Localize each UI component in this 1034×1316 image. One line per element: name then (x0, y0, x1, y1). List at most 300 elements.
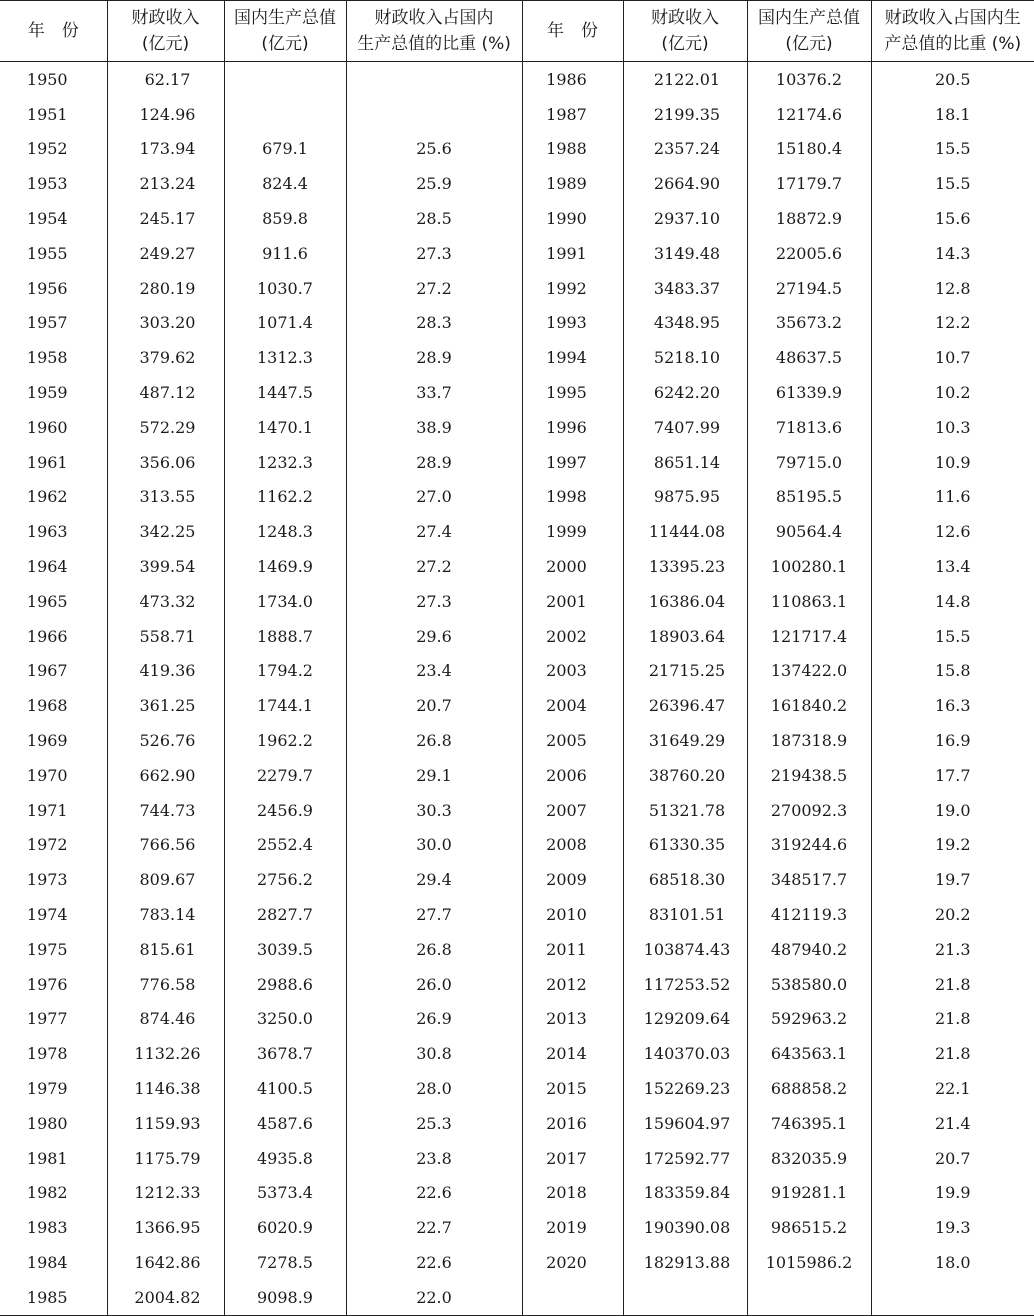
right-ratio-cell: 12.6 (871, 514, 1034, 549)
right-gdp-cell: 100280.1 (747, 549, 871, 584)
left-revenue-cell: 1146.38 (107, 1071, 224, 1106)
table-row (0, 1002, 1034, 1037)
left-ratio-cell: 26.8 (346, 932, 522, 967)
left-year-cell: 1983 (0, 1210, 107, 1245)
right-ratio-cell: 21.3 (871, 932, 1034, 967)
left-ratio-cell: 27.2 (346, 549, 522, 584)
right-ratio-cell: 15.6 (871, 201, 1034, 236)
right-year-cell: 1989 (522, 166, 623, 201)
right-year-cell: 1986 (522, 62, 623, 97)
right-ratio-cell: 19.0 (871, 793, 1034, 828)
left-ratio-cell: 38.9 (346, 410, 522, 445)
left-revenue-cell: 473.32 (107, 584, 224, 619)
header-revenue-line1: 财政收入 (624, 5, 747, 31)
right-revenue-cell: 11444.08 (623, 514, 747, 549)
left-revenue-cell: 356.06 (107, 445, 224, 480)
left-revenue-cell: 809.67 (107, 862, 224, 897)
table-row (0, 1106, 1034, 1141)
left-ratio-cell: 27.7 (346, 897, 522, 932)
table-row (0, 236, 1034, 271)
right-revenue-cell: 183359.84 (623, 1176, 747, 1211)
left-year-cell: 1973 (0, 862, 107, 897)
left-ratio-cell: 30.3 (346, 793, 522, 828)
right-year-cell: 2001 (522, 584, 623, 619)
left-revenue-cell: 379.62 (107, 340, 224, 375)
right-gdp-cell: 319244.6 (747, 828, 871, 863)
right-year-cell: 2007 (522, 793, 623, 828)
right-gdp-cell: 27194.5 (747, 271, 871, 306)
left-ratio-cell (346, 97, 522, 132)
left-year-cell: 1962 (0, 480, 107, 515)
right-revenue-cell (623, 1280, 747, 1315)
right-revenue-cell: 103874.43 (623, 932, 747, 967)
left-revenue-cell: 783.14 (107, 897, 224, 932)
left-gdp-cell: 1030.7 (224, 271, 346, 306)
left-revenue-cell: 874.46 (107, 1002, 224, 1037)
left-ratio-cell: 27.0 (346, 480, 522, 515)
right-ratio-cell: 17.7 (871, 758, 1034, 793)
right-revenue-cell: 6242.20 (623, 375, 747, 410)
left-gdp-cell: 2827.7 (224, 897, 346, 932)
table-row (0, 967, 1034, 1002)
left-year-cell: 1950 (0, 62, 107, 97)
table-row (0, 514, 1034, 549)
right-year-cell: 2017 (522, 1141, 623, 1176)
right-revenue-cell: 140370.03 (623, 1036, 747, 1071)
header-gdp-left (224, 1, 346, 62)
right-year-cell: 1998 (522, 480, 623, 515)
left-revenue-cell: 1132.26 (107, 1036, 224, 1071)
left-revenue-cell: 662.90 (107, 758, 224, 793)
right-revenue-cell: 3149.48 (623, 236, 747, 271)
left-gdp-cell: 4100.5 (224, 1071, 346, 1106)
right-ratio-cell: 22.1 (871, 1071, 1034, 1106)
left-ratio-cell: 25.9 (346, 166, 522, 201)
left-year-cell: 1952 (0, 132, 107, 167)
table-row (0, 166, 1034, 201)
table-row (0, 1245, 1034, 1280)
left-year-cell: 1954 (0, 201, 107, 236)
right-revenue-cell: 61330.35 (623, 828, 747, 863)
left-ratio-cell: 30.0 (346, 828, 522, 863)
left-gdp-cell (224, 62, 346, 97)
left-revenue-cell: 124.96 (107, 97, 224, 132)
left-revenue-cell: 572.29 (107, 410, 224, 445)
right-ratio-cell: 16.9 (871, 723, 1034, 758)
right-gdp-cell: 22005.6 (747, 236, 871, 271)
left-gdp-cell: 2756.2 (224, 862, 346, 897)
left-gdp-cell: 1888.7 (224, 619, 346, 654)
left-gdp-cell: 824.4 (224, 166, 346, 201)
left-ratio-cell: 25.3 (346, 1106, 522, 1141)
right-year-cell (522, 1280, 623, 1315)
left-year-cell: 1951 (0, 97, 107, 132)
right-ratio-cell: 21.4 (871, 1106, 1034, 1141)
header-gdp-unit: (亿元) (225, 31, 346, 57)
left-year-cell: 1970 (0, 758, 107, 793)
right-revenue-cell: 2937.10 (623, 201, 747, 236)
left-year-cell: 1953 (0, 166, 107, 201)
right-ratio-cell: 14.8 (871, 584, 1034, 619)
right-ratio-cell: 20.2 (871, 897, 1034, 932)
left-revenue-cell: 245.17 (107, 201, 224, 236)
table-row (0, 1036, 1034, 1071)
left-revenue-cell: 313.55 (107, 480, 224, 515)
table-row (0, 410, 1034, 445)
right-gdp-cell: 90564.4 (747, 514, 871, 549)
right-ratio-cell: 21.8 (871, 1036, 1034, 1071)
right-ratio-cell (871, 1280, 1034, 1315)
left-revenue-cell: 280.19 (107, 271, 224, 306)
left-revenue-cell: 487.12 (107, 375, 224, 410)
right-gdp-cell: 270092.3 (747, 793, 871, 828)
right-revenue-cell: 2122.01 (623, 62, 747, 97)
header-gdp-line1: 国内生产总值 (225, 5, 346, 31)
left-revenue-cell: 303.20 (107, 306, 224, 341)
right-gdp-cell: 832035.9 (747, 1141, 871, 1176)
right-year-cell: 2012 (522, 967, 623, 1002)
table-body (0, 62, 1034, 1316)
right-ratio-cell: 18.1 (871, 97, 1034, 132)
right-revenue-cell: 18903.64 (623, 619, 747, 654)
right-gdp-cell: 35673.2 (747, 306, 871, 341)
left-revenue-cell: 1175.79 (107, 1141, 224, 1176)
right-gdp-cell: 121717.4 (747, 619, 871, 654)
right-revenue-cell: 4348.95 (623, 306, 747, 341)
left-year-cell: 1975 (0, 932, 107, 967)
header-gdp-line1: 国内生产总值 (748, 5, 871, 31)
left-ratio-cell: 28.9 (346, 340, 522, 375)
left-ratio-cell: 27.3 (346, 584, 522, 619)
right-revenue-cell: 182913.88 (623, 1245, 747, 1280)
left-gdp-cell: 1962.2 (224, 723, 346, 758)
right-ratio-cell: 15.5 (871, 619, 1034, 654)
left-ratio-cell: 30.8 (346, 1036, 522, 1071)
left-gdp-cell: 1162.2 (224, 480, 346, 515)
right-gdp-cell: 688858.2 (747, 1071, 871, 1106)
right-ratio-cell: 10.9 (871, 445, 1034, 480)
right-year-cell: 1996 (522, 410, 623, 445)
right-year-cell: 2006 (522, 758, 623, 793)
left-gdp-cell: 3250.0 (224, 1002, 346, 1037)
left-year-cell: 1963 (0, 514, 107, 549)
right-revenue-cell: 190390.08 (623, 1210, 747, 1245)
table-row (0, 654, 1034, 689)
right-year-cell: 1987 (522, 97, 623, 132)
left-ratio-cell: 29.6 (346, 619, 522, 654)
right-ratio-cell: 15.5 (871, 166, 1034, 201)
right-gdp-cell: 219438.5 (747, 758, 871, 793)
left-revenue-cell: 2004.82 (107, 1280, 224, 1315)
right-revenue-cell: 2199.35 (623, 97, 747, 132)
left-gdp-cell: 9098.9 (224, 1280, 346, 1315)
right-ratio-cell: 10.7 (871, 340, 1034, 375)
header-revenue-right (623, 1, 747, 62)
left-year-cell: 1957 (0, 306, 107, 341)
right-ratio-cell: 21.8 (871, 967, 1034, 1002)
right-ratio-cell: 21.8 (871, 1002, 1034, 1037)
left-ratio-cell: 27.4 (346, 514, 522, 549)
left-gdp-cell: 1744.1 (224, 688, 346, 723)
left-year-cell: 1985 (0, 1280, 107, 1315)
right-ratio-cell: 11.6 (871, 480, 1034, 515)
table-row (0, 793, 1034, 828)
right-revenue-cell: 16386.04 (623, 584, 747, 619)
left-gdp-cell: 911.6 (224, 236, 346, 271)
header-ratio-line1: 财政收入占国内 (347, 5, 522, 31)
left-year-cell: 1956 (0, 271, 107, 306)
left-revenue-cell: 361.25 (107, 688, 224, 723)
right-gdp-cell: 412119.3 (747, 897, 871, 932)
left-year-cell: 1980 (0, 1106, 107, 1141)
right-revenue-cell: 2357.24 (623, 132, 747, 167)
header-year-text: 年 份 (523, 18, 623, 44)
left-gdp-cell: 1469.9 (224, 549, 346, 584)
table-row (0, 306, 1034, 341)
left-ratio-cell: 20.7 (346, 688, 522, 723)
table-row (0, 897, 1034, 932)
left-year-cell: 1977 (0, 1002, 107, 1037)
table-row (0, 271, 1034, 306)
header-year-left (0, 1, 107, 62)
left-ratio-cell: 22.7 (346, 1210, 522, 1245)
left-gdp-cell: 679.1 (224, 132, 346, 167)
right-revenue-cell: 68518.30 (623, 862, 747, 897)
right-ratio-cell: 18.0 (871, 1245, 1034, 1280)
left-year-cell: 1966 (0, 619, 107, 654)
table-row (0, 828, 1034, 863)
table-row (0, 480, 1034, 515)
right-year-cell: 1995 (522, 375, 623, 410)
header-revenue-unit: (亿元) (108, 31, 224, 57)
header-year-right (522, 1, 623, 62)
right-gdp-cell: 187318.9 (747, 723, 871, 758)
left-revenue-cell: 213.24 (107, 166, 224, 201)
right-revenue-cell: 38760.20 (623, 758, 747, 793)
right-ratio-cell: 16.3 (871, 688, 1034, 723)
right-revenue-cell: 152269.23 (623, 1071, 747, 1106)
right-year-cell: 2015 (522, 1071, 623, 1106)
right-ratio-cell: 14.3 (871, 236, 1034, 271)
right-year-cell: 2014 (522, 1036, 623, 1071)
left-gdp-cell: 2279.7 (224, 758, 346, 793)
right-ratio-cell: 15.8 (871, 654, 1034, 689)
right-gdp-cell: 643563.1 (747, 1036, 871, 1071)
left-revenue-cell: 776.58 (107, 967, 224, 1002)
right-year-cell: 1994 (522, 340, 623, 375)
table-row (0, 549, 1034, 584)
table-row (0, 1071, 1034, 1106)
right-revenue-cell: 31649.29 (623, 723, 747, 758)
table-row (0, 758, 1034, 793)
right-revenue-cell: 8651.14 (623, 445, 747, 480)
left-gdp-cell: 2456.9 (224, 793, 346, 828)
left-year-cell: 1978 (0, 1036, 107, 1071)
header-gdp-right (747, 1, 871, 62)
left-gdp-cell: 1312.3 (224, 340, 346, 375)
right-gdp-cell: 61339.9 (747, 375, 871, 410)
right-revenue-cell: 117253.52 (623, 967, 747, 1002)
right-year-cell: 2008 (522, 828, 623, 863)
header-ratio-line2: 产总值的比重 (%) (872, 31, 1034, 57)
right-ratio-cell: 13.4 (871, 549, 1034, 584)
right-year-cell: 1991 (522, 236, 623, 271)
left-ratio-cell: 25.6 (346, 132, 522, 167)
left-ratio-cell: 28.0 (346, 1071, 522, 1106)
left-year-cell: 1971 (0, 793, 107, 828)
left-revenue-cell: 1159.93 (107, 1106, 224, 1141)
table-row (0, 1141, 1034, 1176)
header-row (0, 1, 1034, 62)
header-ratio-left (346, 1, 522, 62)
left-gdp-cell: 4935.8 (224, 1141, 346, 1176)
left-ratio-cell: 22.6 (346, 1176, 522, 1211)
left-ratio-cell: 26.8 (346, 723, 522, 758)
left-ratio-cell: 27.3 (346, 236, 522, 271)
right-gdp-cell: 10376.2 (747, 62, 871, 97)
left-gdp-cell: 5373.4 (224, 1176, 346, 1211)
left-ratio-cell: 27.2 (346, 271, 522, 306)
right-year-cell: 1988 (522, 132, 623, 167)
left-gdp-cell: 859.8 (224, 201, 346, 236)
left-revenue-cell: 1212.33 (107, 1176, 224, 1211)
left-revenue-cell: 815.61 (107, 932, 224, 967)
left-year-cell: 1969 (0, 723, 107, 758)
left-gdp-cell: 1248.3 (224, 514, 346, 549)
left-year-cell: 1974 (0, 897, 107, 932)
right-ratio-cell: 19.2 (871, 828, 1034, 863)
left-gdp-cell: 1470.1 (224, 410, 346, 445)
left-revenue-cell: 62.17 (107, 62, 224, 97)
left-year-cell: 1958 (0, 340, 107, 375)
left-ratio-cell: 22.6 (346, 1245, 522, 1280)
right-ratio-cell: 20.7 (871, 1141, 1034, 1176)
left-year-cell: 1965 (0, 584, 107, 619)
left-ratio-cell: 23.8 (346, 1141, 522, 1176)
left-year-cell: 1981 (0, 1141, 107, 1176)
table-row (0, 375, 1034, 410)
left-revenue-cell: 342.25 (107, 514, 224, 549)
left-year-cell: 1976 (0, 967, 107, 1002)
right-gdp-cell (747, 1280, 871, 1315)
right-revenue-cell: 83101.51 (623, 897, 747, 932)
left-revenue-cell: 399.54 (107, 549, 224, 584)
right-year-cell: 2018 (522, 1176, 623, 1211)
left-year-cell: 1964 (0, 549, 107, 584)
left-gdp-cell: 2552.4 (224, 828, 346, 863)
right-gdp-cell: 137422.0 (747, 654, 871, 689)
right-gdp-cell: 986515.2 (747, 1210, 871, 1245)
table-row (0, 340, 1034, 375)
right-gdp-cell: 110863.1 (747, 584, 871, 619)
right-year-cell: 2016 (522, 1106, 623, 1141)
left-revenue-cell: 744.73 (107, 793, 224, 828)
right-gdp-cell: 746395.1 (747, 1106, 871, 1141)
right-year-cell: 2020 (522, 1245, 623, 1280)
left-year-cell: 1960 (0, 410, 107, 445)
right-year-cell: 1993 (522, 306, 623, 341)
right-revenue-cell: 9875.95 (623, 480, 747, 515)
left-ratio-cell: 29.4 (346, 862, 522, 897)
right-ratio-cell: 19.9 (871, 1176, 1034, 1211)
right-revenue-cell: 129209.64 (623, 1002, 747, 1037)
table-header (0, 1, 1034, 62)
right-gdp-cell: 18872.9 (747, 201, 871, 236)
right-year-cell: 2003 (522, 654, 623, 689)
right-year-cell: 2004 (522, 688, 623, 723)
right-gdp-cell: 538580.0 (747, 967, 871, 1002)
right-year-cell: 2010 (522, 897, 623, 932)
right-revenue-cell: 21715.25 (623, 654, 747, 689)
right-revenue-cell: 26396.47 (623, 688, 747, 723)
table-row (0, 723, 1034, 758)
left-revenue-cell: 526.76 (107, 723, 224, 758)
right-gdp-cell: 71813.6 (747, 410, 871, 445)
table-row (0, 445, 1034, 480)
left-revenue-cell: 558.71 (107, 619, 224, 654)
right-gdp-cell: 85195.5 (747, 480, 871, 515)
right-gdp-cell: 15180.4 (747, 132, 871, 167)
left-gdp-cell: 1734.0 (224, 584, 346, 619)
left-year-cell: 1979 (0, 1071, 107, 1106)
table-row (0, 619, 1034, 654)
header-revenue-line1: 财政收入 (108, 5, 224, 31)
left-year-cell: 1982 (0, 1176, 107, 1211)
right-year-cell: 1992 (522, 271, 623, 306)
right-gdp-cell: 48637.5 (747, 340, 871, 375)
right-revenue-cell: 7407.99 (623, 410, 747, 445)
right-gdp-cell: 919281.1 (747, 1176, 871, 1211)
right-revenue-cell: 51321.78 (623, 793, 747, 828)
header-ratio-line1: 财政收入占国内生 (872, 5, 1034, 31)
header-revenue-left (107, 1, 224, 62)
right-revenue-cell: 13395.23 (623, 549, 747, 584)
left-revenue-cell: 766.56 (107, 828, 224, 863)
left-year-cell: 1984 (0, 1245, 107, 1280)
right-revenue-cell: 159604.97 (623, 1106, 747, 1141)
left-ratio-cell (346, 62, 522, 97)
right-ratio-cell: 10.3 (871, 410, 1034, 445)
right-ratio-cell: 19.7 (871, 862, 1034, 897)
left-ratio-cell: 28.3 (346, 306, 522, 341)
header-ratio-line2: 生产总值的比重 (%) (347, 31, 522, 57)
left-ratio-cell: 22.0 (346, 1280, 522, 1315)
left-ratio-cell: 28.9 (346, 445, 522, 480)
right-year-cell: 2011 (522, 932, 623, 967)
left-gdp-cell: 1794.2 (224, 654, 346, 689)
left-year-cell: 1968 (0, 688, 107, 723)
left-year-cell: 1955 (0, 236, 107, 271)
left-gdp-cell: 1447.5 (224, 375, 346, 410)
header-ratio-right (871, 1, 1034, 62)
left-ratio-cell: 26.9 (346, 1002, 522, 1037)
header-revenue-unit: (亿元) (624, 31, 747, 57)
table-row (0, 932, 1034, 967)
right-ratio-cell: 15.5 (871, 132, 1034, 167)
right-gdp-cell: 161840.2 (747, 688, 871, 723)
left-ratio-cell: 23.4 (346, 654, 522, 689)
right-year-cell: 2019 (522, 1210, 623, 1245)
right-year-cell: 2009 (522, 862, 623, 897)
left-gdp-cell: 3039.5 (224, 932, 346, 967)
right-revenue-cell: 2664.90 (623, 166, 747, 201)
right-revenue-cell: 5218.10 (623, 340, 747, 375)
left-ratio-cell: 29.1 (346, 758, 522, 793)
right-gdp-cell: 12174.6 (747, 97, 871, 132)
table-row (0, 1176, 1034, 1211)
left-year-cell: 1972 (0, 828, 107, 863)
right-year-cell: 2002 (522, 619, 623, 654)
